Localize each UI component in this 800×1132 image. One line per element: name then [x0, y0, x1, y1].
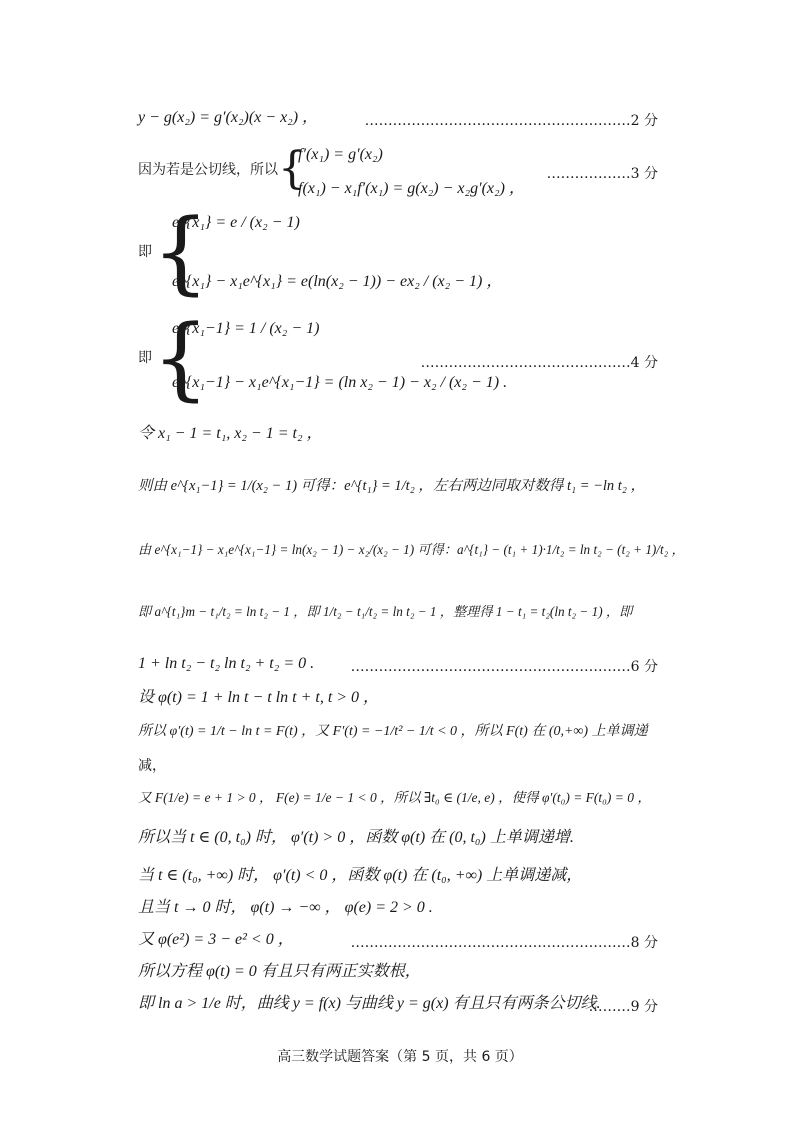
- system-1-eq-a: f′(x₁) = g′(x₂): [298, 146, 383, 163]
- system-1-eq-b: f(x₁) − x₁f′(x₁) = g(x₂) − x₂g′(x₂) ，: [298, 180, 525, 197]
- line-system-2-prefix: 即: [138, 244, 152, 260]
- line-substitution: 令 x₁ − 1 = t₁, x₂ − 1 = t₂ ，: [138, 425, 323, 442]
- line-derivative: 所以 φ′(t) = 1/t − ln t = F(t) ，又 F′(t) = −1/t² − 1/t < 0 ，所以 F(t) 在 (0,+∞) 上单调递: [138, 724, 648, 739]
- line-tangent-eq: y − g(x₂) = g′(x₂)(x − x₂) ，: [138, 109, 319, 126]
- score-3: ………………3 分: [546, 166, 658, 182]
- score-2: …………………………………………………2 分: [364, 113, 658, 129]
- system-2-eq-a: e^{x₁} = e / (x₂ − 1): [172, 214, 300, 231]
- line-second-eq-step: 由 e^{x₁−1} − x₁e^{x₁−1} = ln(x₂ − 1) − x₂/(x₂ − 1) 可得：a^{t₁} − (t₁ + 1)·1/t₂ = ln t₂ − (t₂ + 1)/t₂ ，: [138, 542, 685, 557]
- line-log-step: 则由 e^{x₁−1} = 1/(x₂ − 1) 可得：e^{t₁} = 1/t₂ ，左右两边同取对数得 t₁ = −ln t₂ ，: [138, 478, 645, 494]
- score-8: ……………………………………………………8 分: [350, 935, 658, 951]
- system-2-eq-b: e^{x₁} − x₁e^{x₁} = e(ln(x₂ − 1)) − ex₂ / (x₂ − 1) ，: [172, 273, 503, 290]
- system-3-eq-b: e^{x₁−1} − x₁e^{x₁−1} = (ln x₂ − 1) − x₂ / (x₂ − 1) .: [172, 374, 508, 391]
- line-limits: 且当 t → 0 时， φ(t) → −∞ ， φ(e) = 2 > 0 .: [138, 899, 433, 916]
- line-system-3-prefix: 即: [138, 350, 152, 366]
- brace-system-2: {: [152, 200, 210, 305]
- page-footer: 高三数学试题答案（第 5 页，共 6 页）: [277, 1049, 523, 1065]
- brace-system-3: {: [152, 306, 210, 411]
- line-increasing: 所以当 t ∈ (0, t₀) 时， φ′(t) > 0 ，函数 φ(t) 在 (0, t₀) 上单调递增.: [138, 829, 574, 846]
- line-zero-point: 又 F(1/e) = e + 1 > 0 ， F(e) = 1/e − 1 < 0 ，所以 ∃t₀ ∈ (1/e, e) ，使得 φ′(t₀) = F(t₀) = 0 ，: [138, 790, 651, 805]
- line-key-equation: 1 + ln t₂ − t₂ ln t₂ + t₂ = 0 .: [138, 655, 315, 672]
- brace-system-1: {: [278, 143, 306, 194]
- score-6: ……………………………………………………6 分: [350, 659, 658, 675]
- line-conclusion: 即 ln a > 1/e 时，曲线 y = f(x) 与曲线 y = g(x) 有且只有两条公切线.: [138, 995, 601, 1012]
- score-4: ………………………………………4 分: [420, 355, 658, 371]
- line-phi-e2: 又 φ(e²) = 3 − e² < 0 ，: [138, 931, 294, 948]
- system-3-eq-a: e^{x₁−1} = 1 / (x₂ − 1): [172, 320, 320, 337]
- line-define-phi: 设 φ(t) = 1 + ln t − t ln t + t, t > 0 ，: [138, 689, 380, 706]
- score-9: ………9 分: [588, 999, 658, 1015]
- line-decreasing: 减，: [138, 758, 166, 774]
- line-two-roots: 所以方程 φ(t) = 0 有且只有两正实数根，: [138, 963, 421, 980]
- line-simplify-step: 即 a^{t₁}m − t₁/t₂ = ln t₂ − 1 ，即 1/t₂ − t₁/t₂ = ln t₂ − 1 ，整理得 1 − t₁ = t₂(ln t₂ − 1) ，即: [138, 604, 633, 619]
- line-common-tangent-prefix: 因为若是公切线，所以: [138, 162, 278, 178]
- line-decreasing-interval: 当 t ∈ (t₀, +∞) 时， φ′(t) < 0 ，函数 φ(t) 在 (t₀, +∞) 上单调递减，: [138, 867, 583, 884]
